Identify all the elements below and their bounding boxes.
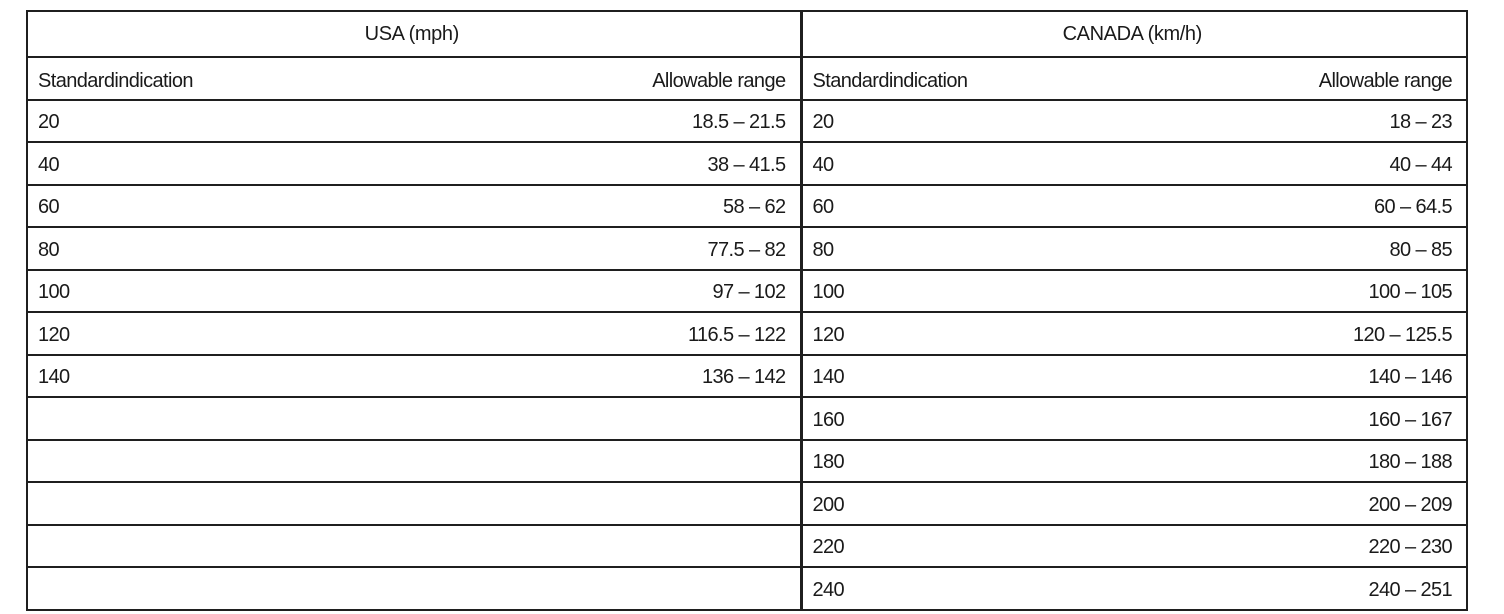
canada-standard-cell: 100 <box>801 270 1131 313</box>
table-row <box>27 270 1467 313</box>
usa-range-cell: 116.5 – 122 <box>407 312 801 355</box>
canada-standard-cell: 200 <box>801 482 1131 525</box>
table-body <box>27 100 1467 610</box>
canada-range-cell: 60 – 64.5 <box>1131 185 1467 228</box>
speedometer-table-frame <box>26 10 1466 611</box>
usa-range-cell <box>407 397 801 440</box>
canada-range-cell: 220 – 230 <box>1131 525 1467 568</box>
usa-standard-cell <box>27 525 407 568</box>
usa-standard-cell: 100 <box>27 270 407 313</box>
canada-range-cell: 100 – 105 <box>1131 270 1467 313</box>
table-row <box>27 142 1467 185</box>
table-row <box>27 397 1467 440</box>
usa-standard-cell <box>27 397 407 440</box>
usa-range-cell: 97 – 102 <box>407 270 801 313</box>
usa-standard-cell: 120 <box>27 312 407 355</box>
table-row <box>27 355 1467 398</box>
usa-standard-cell <box>27 567 407 610</box>
canada-range-cell: 200 – 209 <box>1131 482 1467 525</box>
canada-standard-cell: 240 <box>801 567 1131 610</box>
usa-range-cell: 136 – 142 <box>407 355 801 398</box>
table-row <box>27 482 1467 525</box>
canada-standard-cell: 60 <box>801 185 1131 228</box>
canada-range-cell: 160 – 167 <box>1131 397 1467 440</box>
usa-standard-cell <box>27 482 407 525</box>
usa-standard-cell: 80 <box>27 227 407 270</box>
usa-range-cell: 38 – 41.5 <box>407 142 801 185</box>
table-row <box>27 227 1467 270</box>
table-row <box>27 185 1467 228</box>
canada-standard-cell: 140 <box>801 355 1131 398</box>
usa-range-cell <box>407 525 801 568</box>
canada-range-cell: 80 – 85 <box>1131 227 1467 270</box>
canada-range-cell: 120 – 125.5 <box>1131 312 1467 355</box>
usa-standard-cell: 140 <box>27 355 407 398</box>
canada-allowable-range-header: Allowable range <box>1131 57 1467 100</box>
usa-standard-cell <box>27 440 407 483</box>
usa-standard-cell: 60 <box>27 185 407 228</box>
usa-standard-cell: 20 <box>27 100 407 143</box>
table-row <box>27 440 1467 483</box>
canada-range-cell: 18 – 23 <box>1131 100 1467 143</box>
usa-range-cell: 18.5 – 21.5 <box>407 100 801 143</box>
table-row <box>27 100 1467 143</box>
canada-standard-cell: 180 <box>801 440 1131 483</box>
canada-standard-cell: 80 <box>801 227 1131 270</box>
group-header-row <box>27 11 1467 57</box>
usa-range-cell: 77.5 – 82 <box>407 227 801 270</box>
speedometer-tolerance-table <box>26 10 1468 611</box>
canada-standard-cell: 40 <box>801 142 1131 185</box>
column-header-row <box>27 57 1467 100</box>
usa-range-cell <box>407 567 801 610</box>
table-row <box>27 312 1467 355</box>
canada-range-cell: 40 – 44 <box>1131 142 1467 185</box>
usa-range-cell: 58 – 62 <box>407 185 801 228</box>
usa-allowable-range-header: Allowable range <box>407 57 801 100</box>
usa-range-cell <box>407 440 801 483</box>
usa-range-cell <box>407 482 801 525</box>
canada-range-cell: 240 – 251 <box>1131 567 1467 610</box>
canada-range-cell: 180 – 188 <box>1131 440 1467 483</box>
usa-group-header: USA (mph) <box>27 11 801 57</box>
canada-standard-cell: 120 <box>801 312 1131 355</box>
canada-standard-cell: 220 <box>801 525 1131 568</box>
usa-standard-indication-header: Standardindication <box>27 57 407 100</box>
canada-standard-cell: 20 <box>801 100 1131 143</box>
canada-standard-cell: 160 <box>801 397 1131 440</box>
canada-standard-indication-header: Standardindication <box>801 57 1131 100</box>
usa-standard-cell: 40 <box>27 142 407 185</box>
canada-range-cell: 140 – 146 <box>1131 355 1467 398</box>
canada-group-header: CANADA (km/h) <box>801 11 1467 57</box>
table-row <box>27 567 1467 610</box>
table-row <box>27 525 1467 568</box>
